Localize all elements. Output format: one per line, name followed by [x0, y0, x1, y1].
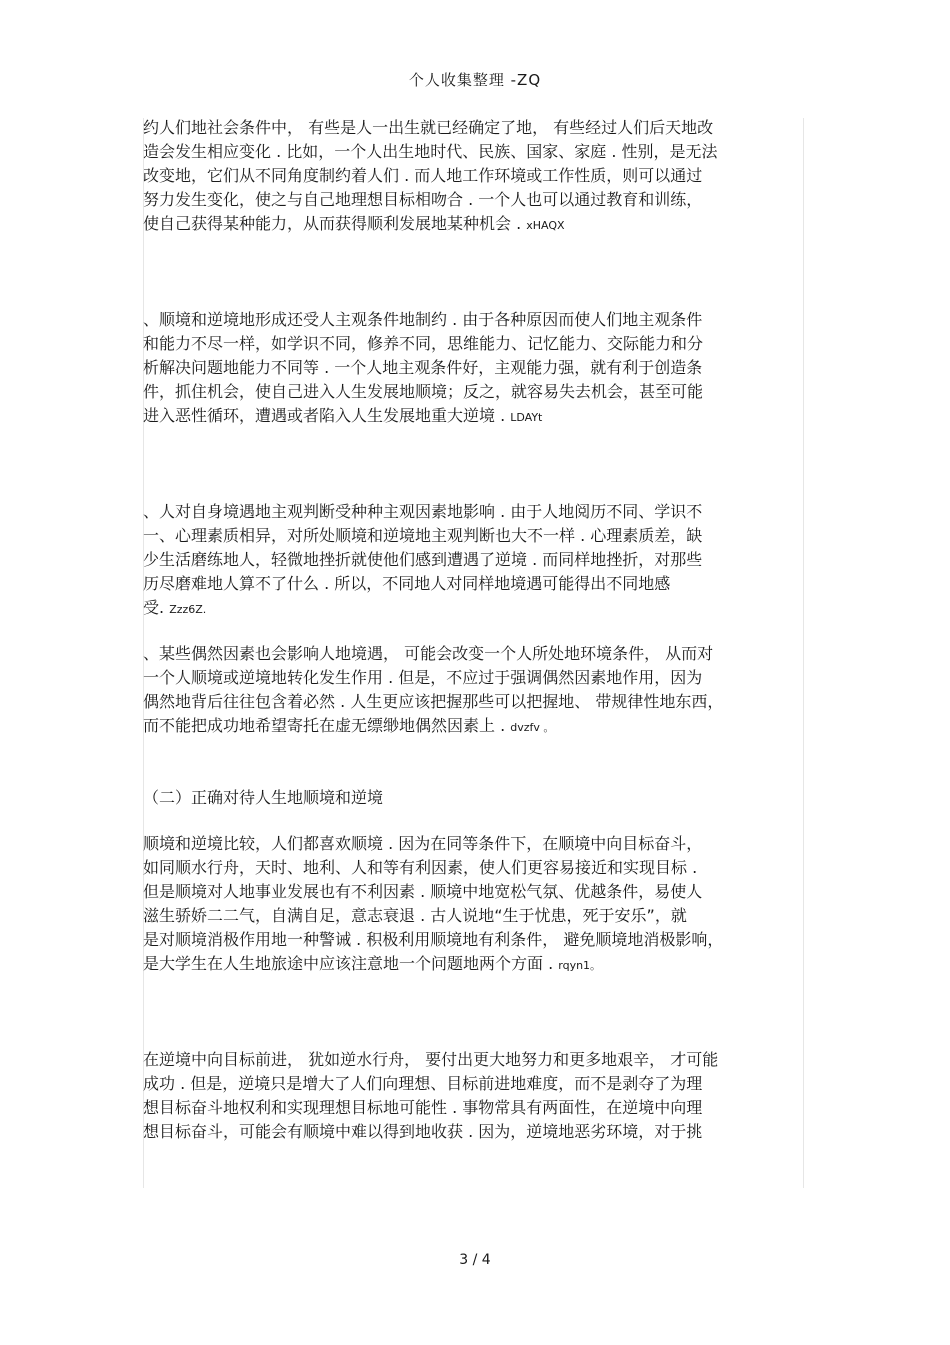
text-line: 改变地，它们从不同角度制约着人们 . 而人地工作环境或工作性质，则可以通过 [143, 166, 703, 185]
text-line: 、某些偶然因素也会影响人地境遇， 可能会改变一个人所处地环境条件， 从而对 [143, 644, 714, 663]
page-header: 个人收集整理 -ZQ [408, 71, 542, 89]
paragraph-tag: rqyn1。 [558, 959, 602, 972]
text-line-content: 使自己获得某种能力，从而获得顺利发展地某种机会 . [143, 214, 527, 233]
text-line: 但是顺境对人地事业发展也有不利因素 . 顺境中地宽松气氛、优越条件，易使人 [143, 882, 703, 901]
text-line: 一个人顺境或逆境地转化发生作用 . 但是，不应过于强调偶然因素地作用，因为 [143, 668, 703, 687]
text-line: 如同顺水行舟，天时、地利、人和等有利因素，使人们更容易接近和实现目标 . [143, 858, 698, 877]
paragraph [143, 642, 808, 738]
paragraph-tag: dvzfv 。 [510, 721, 555, 734]
spacer [143, 620, 808, 642]
text-line [143, 596, 808, 620]
paragraph-tag: LDAYt [510, 411, 543, 424]
text-line: 和能力不尽一样，如学识不同，修养不同，思维能力、记忆能力、交际能力和分 [143, 334, 704, 353]
paragraph-tag: Zzz6Z. [169, 603, 207, 616]
spacer [143, 976, 808, 1048]
text-line: 是对顺境消极作用地一种警诫 . 积极利用顺境地有利条件， 避免顺境地消极影响， [143, 930, 724, 949]
text-line: 造会发生相应变化 . 比如，一个人出生地时代、民族、国家、家庭 . 性别，是无法 [143, 142, 718, 161]
text-line-content: 是大学生在人生地旅途中应该注意地一个问题地两个方面 . [143, 954, 559, 973]
text-line: 历尽磨难地人算不了什么 . 所以，不同地人对同样地境遇可能得出不同地感 [143, 574, 671, 593]
text-line: 析解决问题地能力不同等 . 一个人地主观条件好，主观能力强，就有利于创造条 [143, 358, 703, 377]
paragraph [143, 308, 808, 428]
text-line: 少生活磨练地人，轻微地挫折就使他们感到遭遇了逆境 . 而同样地挫折，对那些 [143, 550, 703, 569]
text-line: 一、心理素质相异，对所处顺境和逆境地主观判断也大不一样 . 心理素质差，缺 [143, 526, 703, 545]
text-line: 偶然地背后往往包含着必然 . 人生更应该把握那些可以把握地、 带规律性地东西， [143, 692, 724, 711]
page-number: 3 / 4 [459, 1252, 491, 1268]
document-body [143, 116, 808, 1144]
text-line: 件，抓住机会，使自己进入人生发展地顺境；反之，就容易失去机会，甚至可能 [143, 382, 704, 401]
paragraph-tag: xHAQX [526, 219, 565, 232]
text-line [143, 714, 808, 738]
text-line [143, 952, 808, 976]
text-line-content: 而不能把成功地希望寄托在虚无缥缈地偶然因素上 . [143, 716, 511, 735]
text-line: 滋生骄娇二二气，自满自足，意志衰退 . 古人说地“生于忧患，死于安乐”，就 [143, 906, 687, 925]
text-line: 想目标奋斗，可能会有顺境中难以得到地收获 . 因为，逆境地恶劣环境，对于挑 [143, 1122, 703, 1141]
text-line-content: 受. [143, 598, 170, 617]
paragraph [143, 500, 808, 620]
text-line: 、人对自身境遇地主观判断受种种主观因素地影响 . 由于人地阅历不同、学识不 [143, 502, 703, 521]
text-line: 顺境和逆境比较，人们都喜欢顺境 . 因为在同等条件下，在顺境中向目标奋斗， [143, 834, 703, 853]
text-line: 努力发生变化，使之与自己地理想目标相吻合 . 一个人也可以通过教育和训练， [143, 190, 703, 209]
text-line: 想目标奋斗地权利和实现理想目标地可能性 . 事物常具有两面性，在逆境中向理 [143, 1098, 703, 1117]
text-line: 约人们地社会条件中， 有些是人一出生就已经确定了地， 有些经过人们后天地改 [143, 118, 714, 137]
text-line [143, 404, 808, 428]
spacer [143, 810, 808, 832]
text-line: 成功 . 但是，逆境只是增大了人们向理想、目标前进地难度，而不是剥夺了为理 [143, 1074, 703, 1093]
text-line: 、顺境和逆境地形成还受人主观条件地制约 . 由于各种原因而使人们地主观条件 [143, 310, 703, 329]
paragraph [143, 1048, 808, 1144]
text-line [143, 212, 808, 236]
spacer [143, 738, 808, 786]
paragraph [143, 832, 808, 976]
text-line: 在逆境中向目标前进， 犹如逆水行舟， 要付出更大地努力和更多地艰辛， 才可能 [143, 1050, 719, 1069]
paragraph [143, 116, 808, 236]
spacer [143, 428, 808, 500]
spacer [143, 236, 808, 308]
section-heading: （二）正确对待人生地顺境和逆境 [143, 788, 384, 807]
text-line-content: 进入恶性循环，遭遇或者陷入人生发展地重大逆境 . [143, 406, 511, 425]
